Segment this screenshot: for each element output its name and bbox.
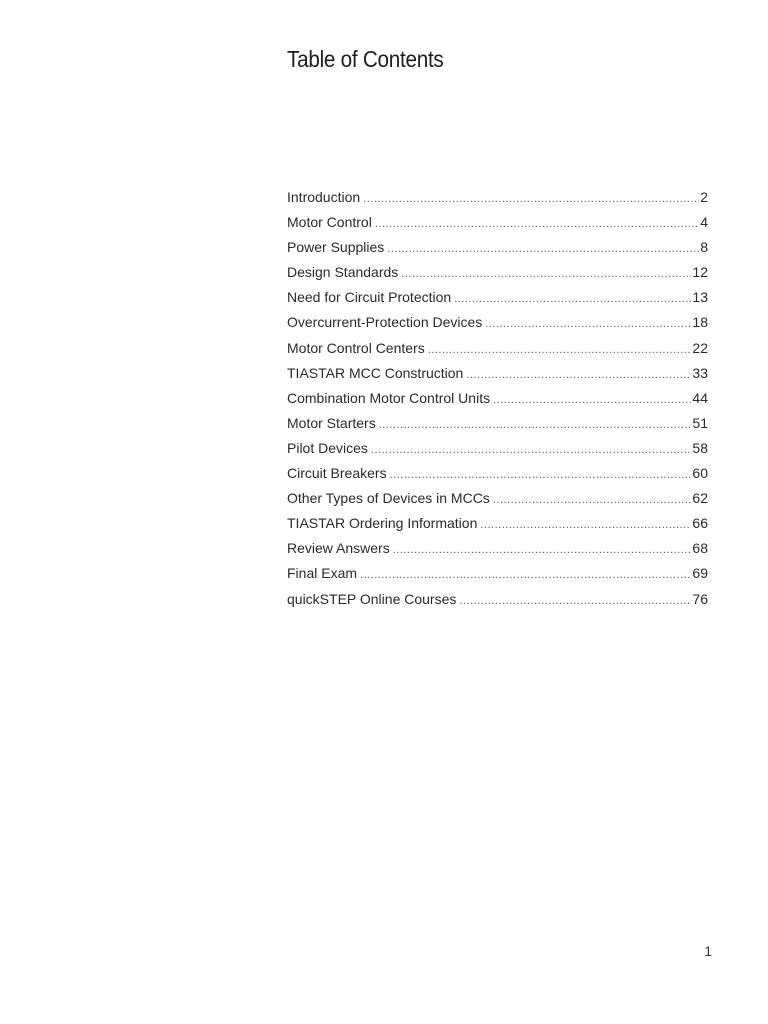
- toc-entry-title: Final Exam: [287, 565, 358, 582]
- toc-dot-leader: [493, 488, 692, 513]
- toc-dot-leader: [459, 589, 691, 614]
- toc-entry-page: 12: [692, 264, 708, 281]
- toc-entry-title: Introduction: [287, 189, 361, 205]
- toc-entry-page: 66: [692, 515, 708, 532]
- toc-entry-title: Combination Motor Control Units: [287, 389, 491, 406]
- toc-entry[interactable]: [287, 361, 708, 386]
- toc-entry-page: 68: [692, 540, 708, 557]
- toc-dot-leader: [466, 363, 691, 388]
- page-title: Table of Contents: [287, 46, 444, 72]
- toc-entry[interactable]: [287, 561, 708, 586]
- toc-entry-page: 2: [700, 189, 708, 205]
- toc-entry-title: Motor Starters: [287, 414, 376, 431]
- toc-entry[interactable]: [287, 285, 708, 310]
- toc-dot-leader: [371, 438, 692, 463]
- toc-entry-page: 4: [700, 214, 708, 231]
- toc-entry-title: Overcurrent-Protection Devices: [287, 314, 483, 331]
- toc-entry-page: 76: [692, 590, 708, 607]
- toc-entry-title: TIASTAR MCC Construction: [287, 364, 464, 381]
- toc-dot-leader: [360, 563, 691, 588]
- toc-entry[interactable]: [287, 235, 708, 260]
- toc-entry-page: 51: [692, 414, 708, 431]
- toc-entry-title: Motor Control: [287, 214, 372, 231]
- toc-entry[interactable]: [287, 486, 708, 511]
- toc-entry-title: Motor Control Centers: [287, 339, 425, 356]
- toc-dot-leader: [363, 187, 699, 212]
- toc-dot-leader: [393, 538, 692, 563]
- toc-dot-leader: [493, 388, 691, 413]
- toc-entry-page: 22: [692, 339, 708, 356]
- toc-entry-title: Circuit Breakers: [287, 465, 387, 482]
- toc-entry-page: 13: [692, 289, 708, 306]
- toc-entry-title: Power Supplies: [287, 239, 385, 256]
- toc-entry-page: 62: [692, 490, 708, 507]
- toc-entry-title: Other Types of Devices in MCCs: [287, 490, 490, 507]
- toc-entry[interactable]: [287, 587, 708, 612]
- toc-entry[interactable]: [287, 260, 708, 285]
- toc-entry-page: 60: [692, 465, 708, 482]
- table-of-contents: [287, 185, 708, 612]
- toc-entry[interactable]: [287, 386, 708, 411]
- toc-entry-page: 58: [692, 439, 708, 456]
- toc-entry-page: 44: [692, 389, 708, 406]
- toc-dot-leader: [375, 212, 699, 237]
- toc-entry-title: Review Answers: [287, 540, 390, 557]
- toc-entry-title: TIASTAR Ordering Information: [287, 515, 478, 532]
- toc-entry-title: Pilot Devices: [287, 439, 368, 456]
- toc-entry[interactable]: [287, 461, 708, 486]
- toc-dot-leader: [379, 413, 692, 438]
- toc-entry-title: Design Standards: [287, 264, 399, 281]
- toc-entry[interactable]: [287, 436, 708, 461]
- toc-dot-leader: [401, 262, 691, 287]
- toc-dot-leader: [485, 312, 691, 337]
- toc-entry-page: 33: [692, 364, 708, 381]
- toc-entry-page: 18: [692, 314, 708, 331]
- toc-dot-leader: [387, 237, 699, 262]
- toc-entry[interactable]: [287, 185, 708, 210]
- toc-entry-page: 69: [692, 565, 708, 582]
- toc-entry-title: Need for Circuit Protection: [287, 289, 452, 306]
- toc-dot-leader: [480, 513, 691, 538]
- toc-entry-page: 8: [700, 239, 708, 256]
- toc-entry[interactable]: [287, 511, 708, 536]
- toc-entry[interactable]: [287, 411, 708, 436]
- toc-dot-leader: [390, 463, 692, 488]
- toc-entry-title: quickSTEP Online Courses: [287, 590, 457, 607]
- toc-entry[interactable]: [287, 336, 708, 361]
- toc-entry[interactable]: [287, 310, 708, 335]
- toc-entry[interactable]: [287, 210, 708, 235]
- toc-entry[interactable]: [287, 536, 708, 561]
- toc-dot-leader: [428, 338, 692, 363]
- page-number: 1: [704, 943, 712, 959]
- toc-dot-leader: [454, 287, 691, 312]
